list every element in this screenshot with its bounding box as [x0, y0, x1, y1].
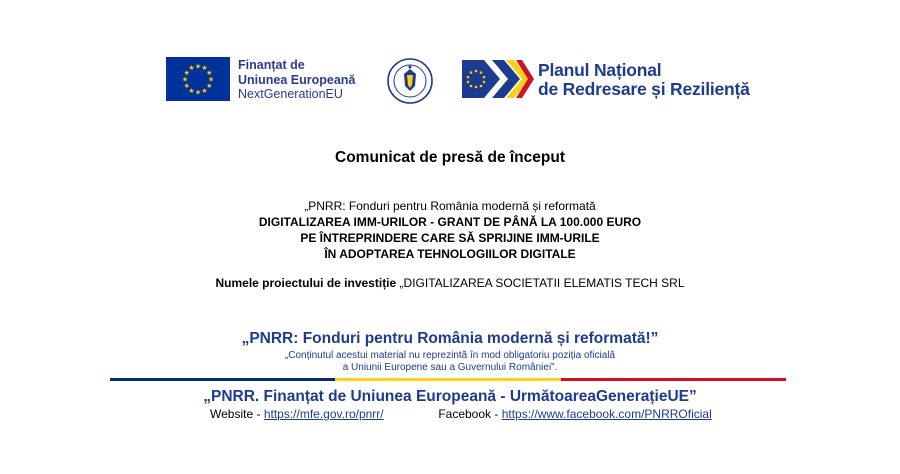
eu-funding-logo-text [238, 58, 355, 102]
pnrr-text-line2: de Redresare și Reziliență [538, 79, 750, 99]
pnrr-logo-text [538, 61, 750, 99]
footer-links [210, 407, 712, 421]
eu-star-icon: ★ [201, 87, 208, 95]
eu-star-icon: ★ [206, 70, 213, 77]
facebook-label: Facebook - [438, 407, 499, 421]
tricolor-yellow [335, 378, 560, 381]
pnrr-slogan: „PNRR: Fonduri pentru România modernă și reformată!” [241, 330, 659, 347]
disclaimer [0, 350, 900, 374]
project-label: Numele proiectului de investiție [215, 276, 397, 290]
eu-star-icon: ★ [201, 65, 208, 73]
project-name-line [0, 276, 900, 290]
eu-text-line3: NextGenerationEU [238, 87, 343, 101]
eu-star-icon: ★ [206, 83, 213, 90]
project-name: „DIGITALIZAREA SOCIETATII ELEMATIS TECH SRL [399, 276, 685, 290]
eu-text-line1: Finanțat de [238, 58, 305, 72]
eu-star-icon: ★ [188, 87, 195, 95]
eu-star-icon: ★ [183, 83, 190, 90]
program-line: „PNRR: Fonduri pentru România modernă și reformată [304, 199, 596, 213]
eu-star-icon: ★ [183, 70, 190, 77]
pnrr-logo-icon [462, 60, 534, 98]
grant-line-3: ÎN ADOPTAREA TEHNOLOGIILOR DIGITALE [324, 247, 576, 261]
eu-star-icon: ★ [194, 63, 202, 71]
eu-star-icon: ★ [181, 76, 189, 84]
romanian-tricolor-divider [110, 378, 786, 381]
disclaimer-line2: a Uniunii Europene sau a Guvernului României”. [342, 362, 558, 373]
footer-title: „PNRR. Finanțat de Uniunea Europeană - UrmătoareaGenerațieUE” [203, 388, 697, 405]
pnrr-text-line1: Planul Național [538, 60, 662, 80]
eu-star-icon: ★ [207, 76, 215, 84]
disclaimer-line1: „Conținutul acestui material nu reprezintă în mod obligatoriu poziția oficială [284, 350, 616, 361]
website-link[interactable]: https://mfe.gov.ro/pnrr/ [263, 407, 384, 421]
grant-line-2: PE ÎNTREPRINDERE CARE SĂ SPRIJINE IMM-URILE [300, 231, 600, 245]
tricolor-red [561, 378, 786, 381]
document-title: Comunicat de presă de început [335, 149, 565, 166]
tricolor-blue [110, 378, 335, 381]
romanian-government-seal-icon [387, 58, 433, 104]
eu-text-line2: Uniunea Europeană [238, 72, 356, 87]
website-label: Website - [210, 407, 261, 421]
eu-flag-icon [166, 57, 230, 101]
eu-star-icon: ★ [194, 89, 202, 97]
grant-line-1: DIGITALIZAREA IMM-URILOR - GRANT DE PÂNĂ LA 100.000 EURO [258, 215, 642, 229]
eu-star-icon: ★ [188, 65, 195, 73]
facebook-link[interactable]: https://www.facebook.com/PNRROficial [501, 407, 712, 421]
